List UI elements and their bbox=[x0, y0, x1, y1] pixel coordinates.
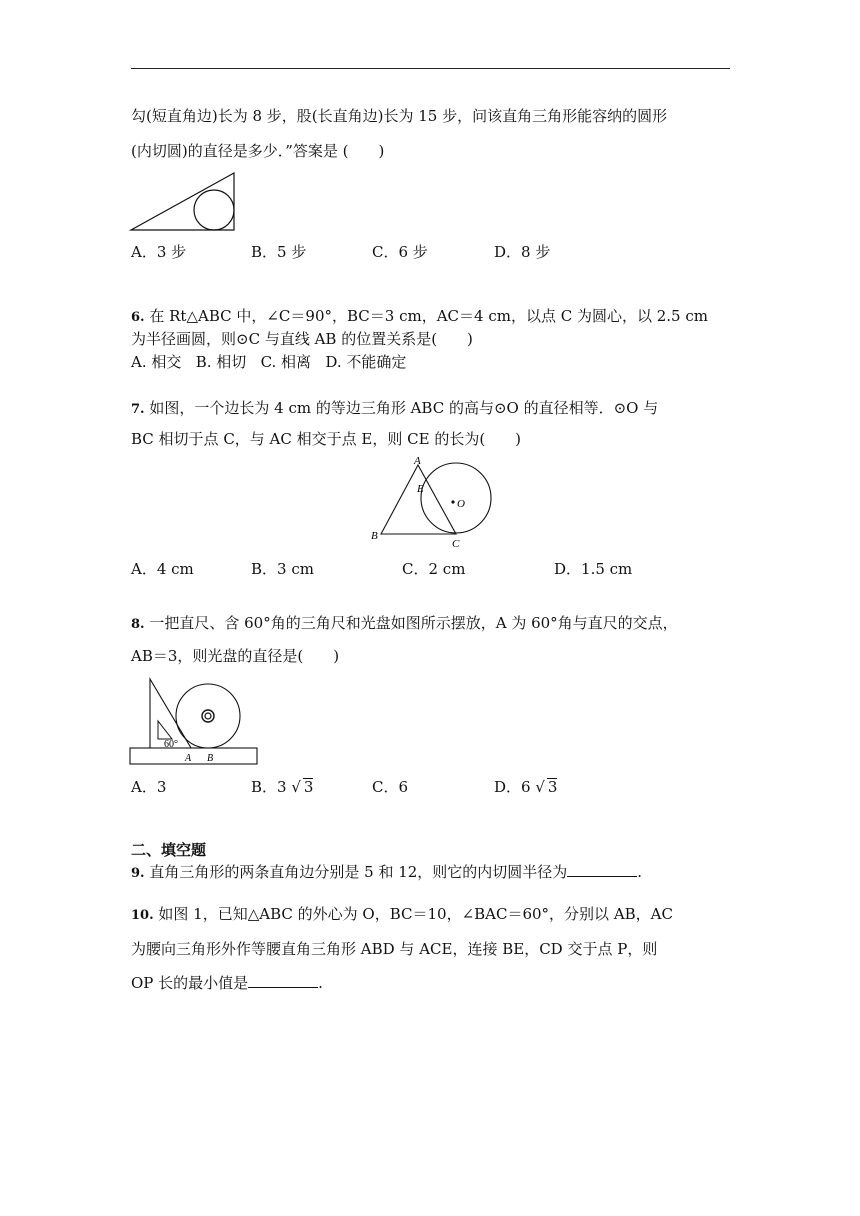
q8-option-a: A．3 bbox=[131, 778, 167, 796]
q10-line-1 bbox=[131, 904, 673, 926]
q7-label-b: B bbox=[371, 530, 378, 542]
q7-label-a: A bbox=[414, 455, 421, 467]
q10-line-2: 为腰向三角形外作等腰直角三角形 ABD 与 ACE，连接 BE，CD 交于点 P，则 bbox=[131, 940, 658, 958]
q8-option-b-radicand: 3 bbox=[303, 778, 314, 796]
q6-option-c: C. 相离 bbox=[260, 353, 312, 371]
q8-label-a: A bbox=[185, 753, 192, 764]
q9-number: 9. bbox=[131, 866, 145, 881]
q7-line-2: BC 相切于点 C，与 AC 相交于点 E，则 CE 的长为( ) bbox=[131, 430, 522, 448]
q10-line-3 bbox=[131, 973, 323, 993]
q7-option-a: A．4 cm bbox=[131, 560, 194, 578]
q5-option-d: D．8 步 bbox=[494, 243, 551, 261]
q7-option-b: B．3 cm bbox=[251, 560, 314, 578]
q6-option-b: B. 相切 bbox=[195, 353, 247, 371]
q8-figure-ruler-setsquare-disc bbox=[129, 676, 261, 768]
q5-option-b: B．5 步 bbox=[251, 243, 307, 261]
q8-option-d-radicand: 3 bbox=[547, 778, 558, 796]
q6-line-2: 为半径画圆，则⊙C 与直线 AB 的位置关系是( ) bbox=[131, 330, 473, 348]
sqrt-icon: √ bbox=[535, 778, 545, 796]
q7-label-c: C bbox=[452, 538, 460, 550]
q10-number: 10. bbox=[131, 908, 154, 923]
q6-text-1: 在 Rt△ABC 中，∠C＝90°，BC＝3 cm，AC＝4 cm，以点 C 为圆心，以 2.5 cm bbox=[149, 307, 708, 325]
q8-line-1 bbox=[131, 613, 678, 635]
section-heading: 二、填空题 bbox=[131, 841, 207, 859]
q8-text-1: 一把直尺、含 60°角的三角尺和光盘如图所示摆放，A 为 60°角与直尺的交点， bbox=[149, 614, 678, 632]
q5-option-a: A．3 步 bbox=[131, 243, 187, 261]
q8-label-b: B bbox=[207, 753, 214, 764]
q8-option-d-label: D．6 bbox=[494, 778, 531, 796]
q10-text-1: 如图 1，已知△ABC 的外心为 O，BC＝10，∠BAC＝60°，分别以 AB，AC bbox=[158, 905, 673, 923]
q9-text: 直角三角形的两条直角边分别是 5 和 12，则它的内切圆半径为 bbox=[149, 863, 568, 881]
q8-number: 8. bbox=[131, 617, 145, 632]
q7-number: 7. bbox=[131, 402, 145, 417]
q8-option-d bbox=[494, 777, 557, 797]
q6-line-1 bbox=[131, 306, 708, 328]
q8-label-angle: 60° bbox=[164, 739, 178, 750]
q7-line-1 bbox=[131, 398, 658, 420]
q8-option-c: C．6 bbox=[372, 778, 409, 796]
q10-answer-blank[interactable] bbox=[248, 973, 318, 988]
q6-option-a: A. 相交 bbox=[131, 353, 182, 371]
q9-answer-blank[interactable] bbox=[567, 862, 637, 877]
q7-text-1: 如图，一个边长为 4 cm 的等边三角形 ABC 的高与⊙O 的直径相等．⊙O 与 bbox=[149, 399, 659, 417]
q8-option-b bbox=[251, 777, 313, 797]
q6-option-d: D. 不能确定 bbox=[325, 353, 407, 371]
q7-figure-triangle-circle bbox=[368, 455, 498, 550]
q6-number: 6. bbox=[131, 310, 145, 325]
q5-option-c: C．6 步 bbox=[372, 243, 428, 261]
q9-end: . bbox=[637, 863, 643, 881]
q7-label-o: O bbox=[457, 498, 465, 510]
header-rule bbox=[131, 68, 730, 69]
q6-options bbox=[131, 352, 406, 372]
q10-end: . bbox=[318, 974, 323, 992]
q7-label-e: E bbox=[417, 483, 424, 495]
q5-line-1: 勾(短直角边)长为 8 步，股(长直角边)长为 15 步，问该直角三角形能容纳的圆形 bbox=[131, 107, 668, 125]
q10-text-3: OP 长的最小值是 bbox=[131, 974, 249, 992]
q5-figure-incircle-triangle bbox=[130, 172, 236, 232]
q7-option-c: C．2 cm bbox=[402, 560, 466, 578]
q8-line-2: AB＝3，则光盘的直径是( ) bbox=[131, 647, 340, 665]
q5-line-2: (内切圆)的直径是多少．”答案是 ( ) bbox=[131, 142, 385, 160]
q9-line bbox=[131, 862, 642, 884]
q7-option-d: D．1.5 cm bbox=[554, 560, 633, 578]
sqrt-icon: √ bbox=[291, 778, 301, 796]
q8-option-b-label: B．3 bbox=[251, 778, 287, 796]
